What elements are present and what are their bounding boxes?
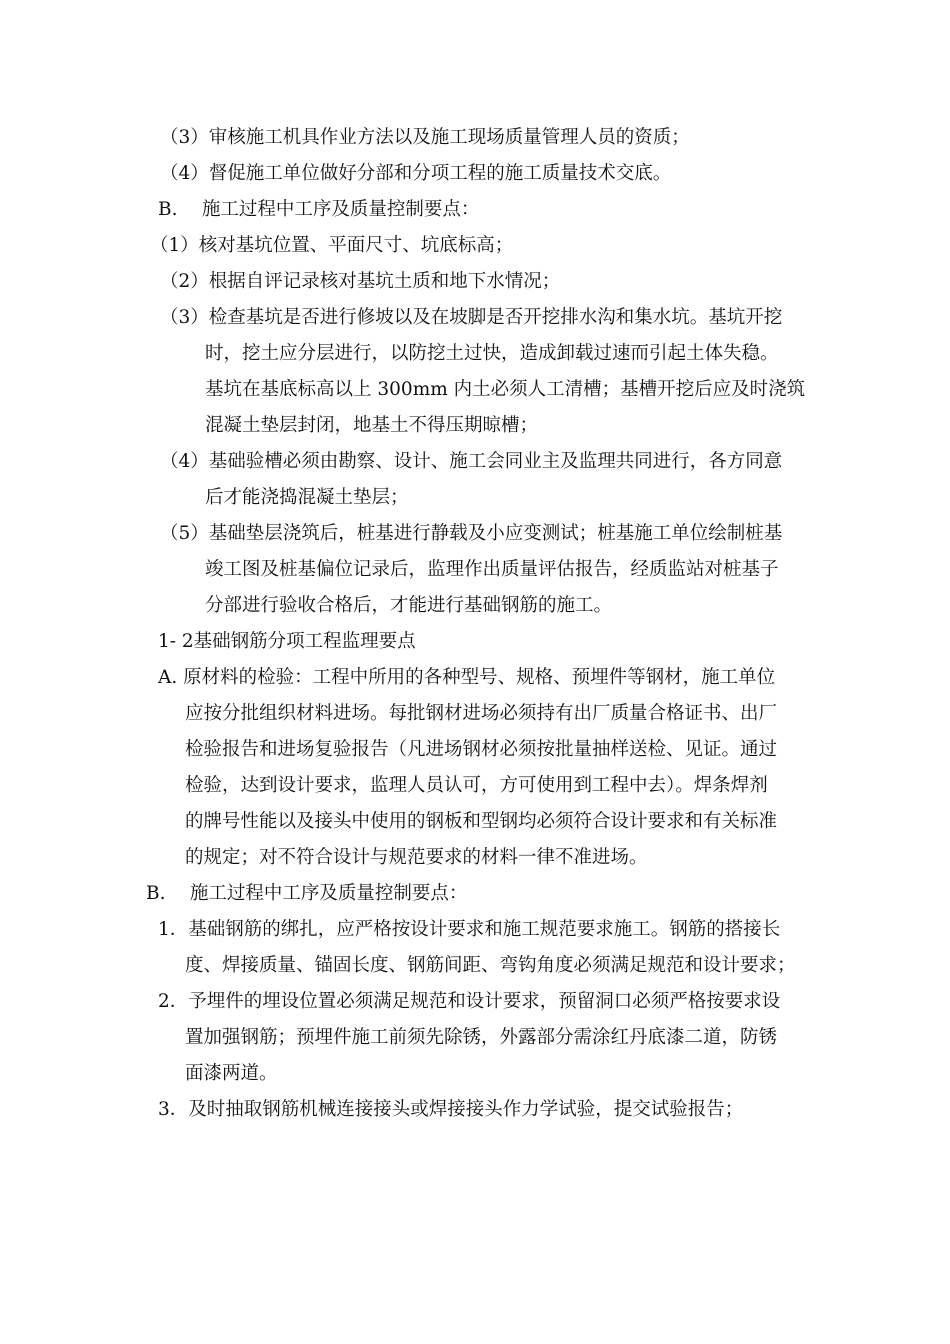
text-line: （1）核对基坑位置、平面尺寸、坑底标高； <box>150 235 514 256</box>
section-heading: 1- 2基础钢筋分项工程监理要点 <box>158 631 416 652</box>
text-line: 检验报告和进场复验报告（凡进场钢材必须按批量抽样送检、见证。通过 <box>185 739 778 760</box>
section-heading: B. 施工过程中工序及质量控制要点： <box>158 199 480 220</box>
text-line: 3．及时抽取钢筋机械连接接头或焊接接头作力学试验，提交试验报告； <box>158 1099 744 1120</box>
text-line: A. 原材料的检验：工程中所用的各种型号、规格、预埋件等钢材，施工单位 <box>158 667 776 688</box>
text-line: 混凝土垫层封闭，地基土不得压期晾槽； <box>205 415 539 436</box>
text-line: 面漆两道。 <box>185 1063 278 1084</box>
text-line: （5）基础垫层浇筑后，桩基进行静载及小应变测试；桩基施工单位绘制桩基 <box>160 523 783 544</box>
text-line: 后才能浇捣混凝土垫层； <box>205 487 409 508</box>
text-line: 2．予埋件的埋设位置必须满足规范和设计要求，预留洞口必须严格按要求设 <box>158 991 781 1012</box>
text-line: 1．基础钢筋的绑扎，应严格按设计要求和施工规范要求施工。钢筋的搭接长 <box>158 919 781 940</box>
text-line: （4）督促施工单位做好分部和分项工程的施工质量技术交底。 <box>160 163 672 184</box>
text-line: 的规定；对不符合设计与规范要求的材料一律不准进场。 <box>185 847 648 868</box>
text-line: 度、焊接质量、锚固长度、钢筋间距、弯钩角度必须满足规范和设计要求； <box>185 955 796 976</box>
text-line: 应按分批组织材料进场。每批钢材进场必须持有出厂质量合格证书、出厂 <box>185 703 778 724</box>
text-line: （3）审核施工机具作业方法以及施工现场质量管理人员的资质； <box>160 127 690 148</box>
text-line: 检验，达到设计要求，监理人员认可，方可使用到工程中去）。焊条焊剂 <box>185 775 768 796</box>
text-line: 分部进行验收合格后，才能进行基础钢筋的施工。 <box>205 595 613 616</box>
text-line: （2）根据自评记录核对基坑土质和地下水情况； <box>160 271 561 292</box>
section-heading: B. 施工过程中工序及质量控制要点： <box>146 883 468 904</box>
text-line: 置加强钢筋；预埋件施工前须先除锈，外露部分需涂红丹底漆二道，防锈 <box>185 1027 778 1048</box>
text-line: 时，挖土应分层进行，以防挖土过快，造成卸载过速而引起土体失稳。 <box>205 343 779 364</box>
text-line: 竣工图及桩基偏位记录后，监理作出质量评估报告，经质监站对桩基子 <box>205 559 779 580</box>
text-line: 的牌号性能以及接头中使用的钢板和型钢均必须符合设计要求和有关标准 <box>185 811 778 832</box>
text-line: （4）基础验槽必须由勘察、设计、施工会同业主及监理共同进行，各方同意 <box>160 451 783 472</box>
text-line: 基坑在基底标高以上 300mm 内土必须人工清槽；基槽开挖后应及时浇筑 <box>205 379 806 400</box>
text-line: （3）检查基坑是否进行修坡以及在坡脚是否开挖排水沟和集水坑。基坑开挖 <box>160 307 783 328</box>
